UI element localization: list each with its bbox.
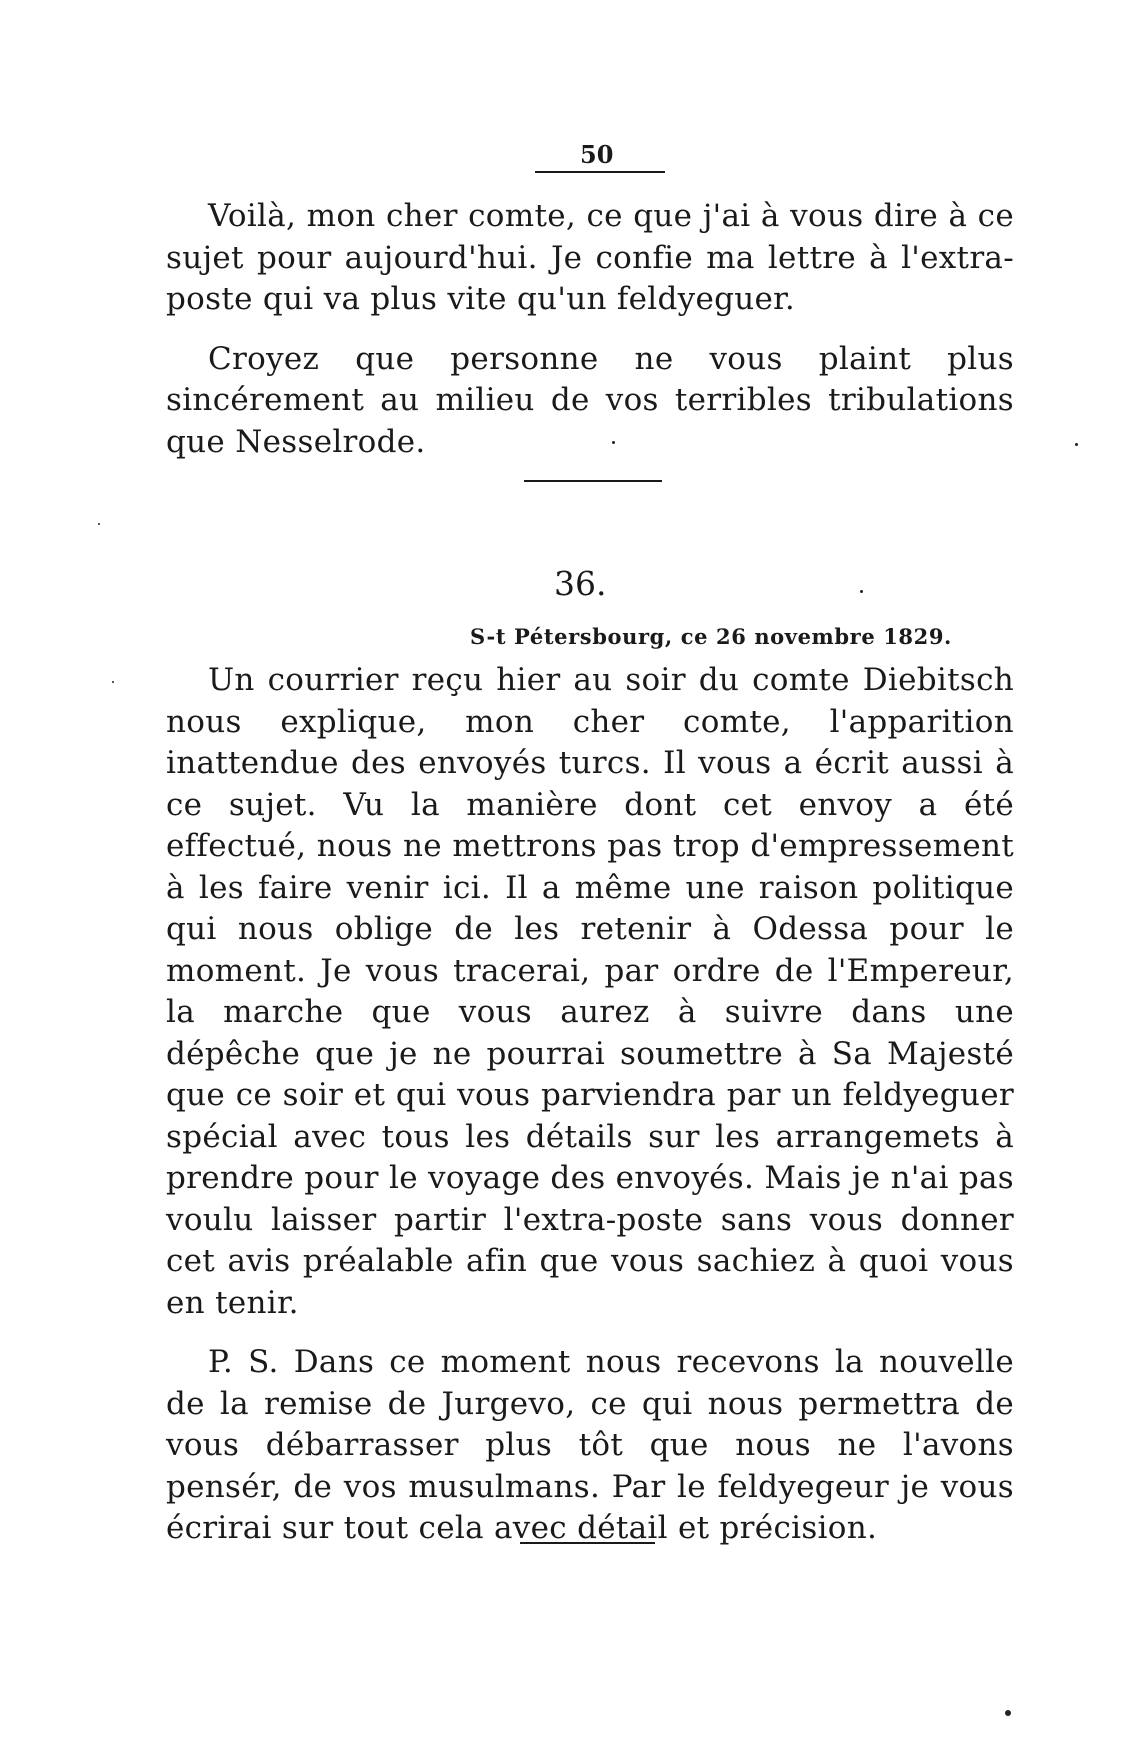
- scan-speck: [112, 681, 114, 683]
- scan-speck: [98, 523, 100, 525]
- letter-postscript: P. S. Dans ce moment nous recevons la nouvelle de la remise de Jurgevo, ce qui nous permettra de vous débarrasser plus tôt que nous ne l'avons pensér, de vos musulmans. Par le feldyegeur je vous écrirai sur tout cela avec détail et précision.: [166, 1344, 1014, 1546]
- scan-speck: [612, 441, 615, 444]
- scan-speck: [1075, 443, 1078, 446]
- previous-letter-ending: [166, 196, 1014, 463]
- closing-paragraph: Voilà, mon cher comte, ce que j'ai à vous dire à ce sujet pour aujourd'hui. Je confie ma lettre à l'extra-poste qui va plus vite qu'un feldyeguer.: [166, 198, 1014, 317]
- page-number-rule: [535, 171, 665, 173]
- signature-paragraph: Croyez que personne ne vous plaint plus sincérement au milieu de vos terribles tribulations que Nesselrode.: [166, 340, 1014, 460]
- letter-main-paragraph: Un courrier reçu hier au soir du comte Diebitsch nous explique, mon cher comte, l'apparition inattendue des envoyés turcs. Il vous a écrit aussi à ce sujet. Vu la manière dont cet envoy a été effectué, nous ne mettrons pas trop d'empressement à les faire venir ici. Il a même une raison politique qui nous oblige de les retenir à Odessa pour le moment. Je vous tracerai, par ordre de l'Empereur, la marche que vous aurez à suivre dans une dépêche que je ne pourrai soumettre à Sa Majesté que ce soir et qui vous parviendra par un feldyeguer spécial avec tous les détails sur les arrangemets à prendre pour le voyage des envoyés. Mais je n'ai pas voulu laisser partir l'extra-poste sans vous donner cet avis préalable afin que vous sachiez à quoi vous en tenir.: [166, 662, 1014, 1321]
- letter-dateline: S-t Pétersbourg, ce 26 novembre 1829.: [470, 624, 952, 649]
- letter-body: [166, 660, 1014, 1550]
- letter-number: 36.: [554, 564, 607, 603]
- end-separator: [520, 1542, 655, 1544]
- scan-speck: [860, 590, 863, 593]
- page-number: 50: [580, 140, 614, 169]
- scan-speck: [1005, 1710, 1011, 1716]
- section-separator: [524, 480, 662, 482]
